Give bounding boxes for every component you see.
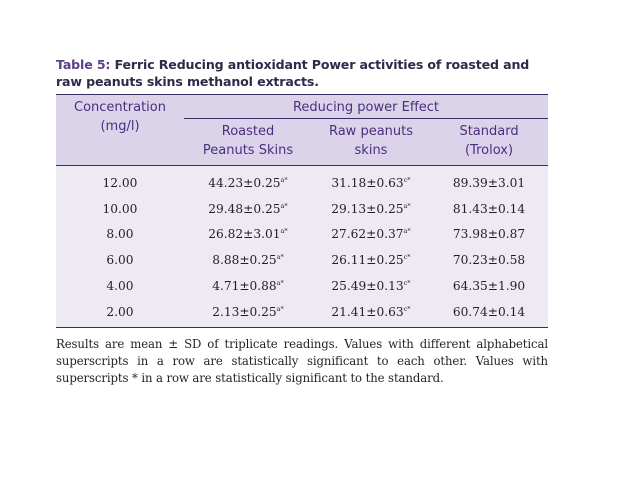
cell-raw-value: 21.41±0.63 [331,304,404,319]
cell-raw-superscript: c* [403,253,411,262]
table-row [56,273,548,299]
cell-roasted-superscript: a* [280,201,288,210]
cell-raw-superscript: a* [403,201,411,210]
cell-standard [430,299,548,327]
table-row [56,299,548,327]
cell-raw-superscript: c* [403,175,411,184]
cell-concentration-value: 8.00 [106,227,134,242]
cell-raw [312,222,430,248]
cell-standard [430,196,548,222]
table-caption-label: Table 5: [56,57,111,72]
cell-roasted [184,222,312,248]
cell-roasted-superscript: a* [280,175,288,184]
cell-roasted-value: 4.71±0.88 [212,279,277,294]
cell-raw [312,273,430,299]
header-standard: Standard (Trolox) [430,119,548,166]
cell-roasted [184,247,312,273]
cell-roasted-superscript: a* [276,253,284,262]
cell-roasted [184,299,312,327]
cell-standard [430,166,548,196]
cell-concentration-value: 6.00 [106,253,134,268]
cell-raw [312,247,430,273]
header-concentration: Concentration (mg/l) [56,95,184,166]
table-row [56,166,548,196]
header-raw: Raw peanuts skins [312,119,430,166]
cell-concentration [56,196,184,222]
cell-standard [430,247,548,273]
cell-raw [312,299,430,327]
cell-roasted-value: 26.82±3.01 [208,227,281,242]
cell-roasted-value: 8.88±0.25 [212,253,277,268]
table-row [56,196,548,222]
cell-roasted-value: 29.48±0.25 [208,201,281,216]
cell-concentration-value: 10.00 [102,201,138,216]
table-caption [56,56,548,90]
cell-roasted [184,273,312,299]
cell-concentration [56,247,184,273]
cell-raw-superscript: c* [403,304,411,313]
cell-standard [430,222,548,248]
cell-roasted-superscript: a* [276,279,284,288]
cell-concentration-value: 12.00 [102,175,138,190]
cell-raw-value: 25.49±0.13 [331,279,404,294]
cell-roasted-superscript: a* [280,227,288,236]
cell-raw-value: 31.18±0.63 [331,175,404,190]
cell-raw-value: 26.11±0.25 [331,253,404,268]
cell-standard-value: 70.23±0.58 [452,253,526,268]
cell-concentration-value: 4.00 [106,279,134,294]
table-footnote: Results are mean ± SD of triplicate readings. Values with different alphabetical superscripts in a row are statistically significant to each other. Values with superscripts * in a row are statistically significant to the standard. [56,336,548,385]
table-figure [56,56,548,398]
cell-concentration-value: 2.00 [106,304,134,319]
cell-standard [430,273,548,299]
cell-raw-value: 29.13±0.25 [331,201,404,216]
cell-roasted-value: 44.23±0.25 [208,175,281,190]
cell-standard-value: 73.98±0.87 [452,227,526,242]
cell-standard-value: 60.74±0.14 [452,304,526,319]
cell-concentration [56,166,184,196]
table-caption-text: Ferric Reducing antioxidant Power activities of roasted and raw peanuts skins methanol extracts. [56,57,530,89]
header-roasted: Roasted Peanuts Skins [184,119,312,166]
cell-raw-value: 27.62±0.37 [331,227,404,242]
cell-concentration [56,222,184,248]
cell-standard-value: 89.39±3.01 [452,175,526,190]
cell-raw-superscript: c* [403,279,411,288]
cell-roasted [184,196,312,222]
cell-concentration [56,299,184,327]
cell-raw [312,166,430,196]
cell-roasted-superscript: a* [276,304,284,313]
table-body [56,166,548,328]
table-row [56,247,548,273]
cell-standard-value: 81.43±0.14 [452,201,526,216]
header-reducing-power-effect: Reducing power Effect [184,95,548,119]
cell-roasted-value: 2.13±0.25 [212,304,277,319]
cell-standard-value: 64.35±1.90 [452,279,526,294]
cell-roasted [184,166,312,196]
table-row [56,222,548,248]
cell-raw-superscript: a* [403,227,411,236]
cell-raw [312,196,430,222]
cell-concentration [56,273,184,299]
reducing-power-table [56,94,548,328]
